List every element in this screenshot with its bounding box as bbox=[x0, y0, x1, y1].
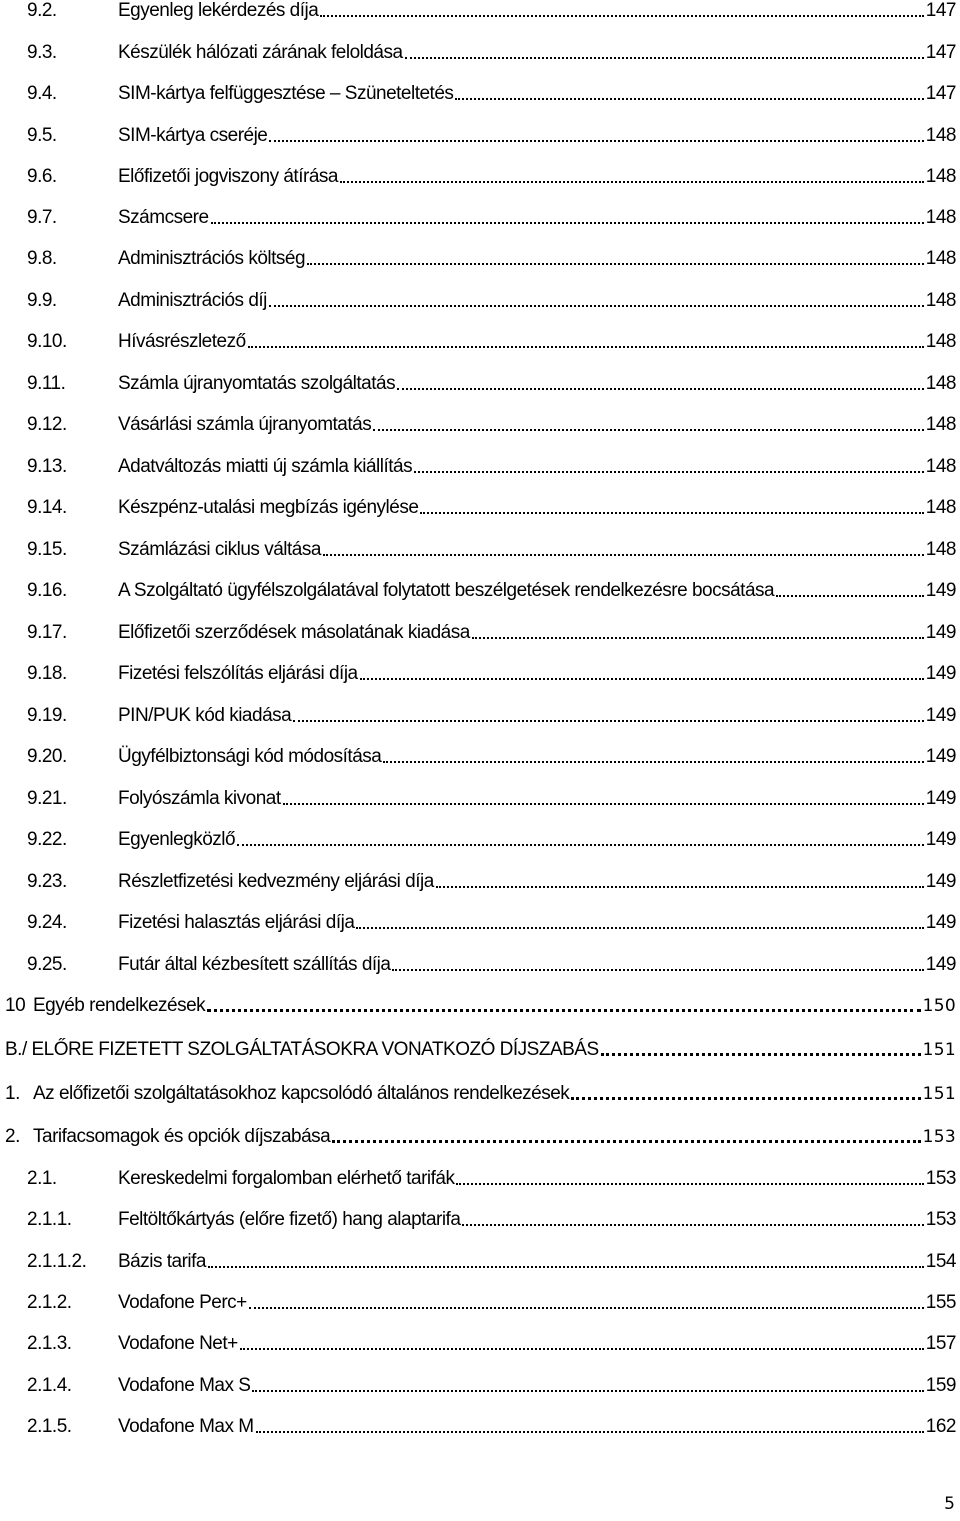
toc-entry-title: A Szolgáltató ügyfélszolgálatával folytatott beszélgetések rendelkezésre bocsátása bbox=[118, 580, 775, 601]
toc-entry[interactable] bbox=[0, 1075, 960, 1105]
toc-entry[interactable] bbox=[0, 1408, 960, 1438]
dot-leader bbox=[456, 1183, 923, 1185]
dot-leader bbox=[397, 388, 924, 390]
toc-entry-title: Előfizetői jogviszony átírása bbox=[118, 166, 338, 187]
dot-leader bbox=[601, 1053, 921, 1056]
toc-entry-page: 149 bbox=[925, 788, 956, 809]
toc-entry-title: Egyenlegközlő bbox=[118, 829, 236, 850]
toc-entry[interactable] bbox=[0, 1160, 960, 1190]
toc-entry-page: 148 bbox=[925, 290, 956, 311]
toc-entry[interactable] bbox=[0, 282, 960, 312]
toc-entry-number: 9.9. bbox=[27, 290, 57, 311]
toc-entry-number: 9.13. bbox=[27, 456, 67, 477]
dot-leader bbox=[455, 98, 923, 100]
toc-entry-page: 147 bbox=[925, 0, 956, 21]
toc-entry-page: 154 bbox=[925, 1251, 956, 1272]
toc-entry-page: 148 bbox=[925, 207, 956, 228]
dot-leader bbox=[776, 595, 924, 597]
toc-entry-title: Számla újranyomtatás szolgáltatás bbox=[118, 373, 396, 394]
dot-leader bbox=[472, 637, 924, 639]
toc-entry-page: 153 bbox=[922, 1127, 956, 1147]
dot-leader bbox=[571, 1097, 920, 1100]
dot-leader bbox=[256, 1431, 924, 1433]
toc-entry-title: SIM-kártya cseréje bbox=[118, 125, 268, 146]
dot-leader bbox=[332, 1140, 920, 1143]
toc-entry[interactable] bbox=[0, 323, 960, 353]
toc-entry-number: 9.18. bbox=[27, 663, 67, 684]
toc-entry[interactable] bbox=[0, 1367, 960, 1397]
dot-leader bbox=[323, 554, 924, 556]
toc-entry-number: 2.1.3. bbox=[27, 1333, 72, 1354]
toc-entry-number: 9.6. bbox=[27, 166, 57, 187]
toc-entry[interactable] bbox=[0, 240, 960, 270]
toc-entry-number: 9.20. bbox=[27, 746, 67, 767]
toc-entry-title: Adminisztrációs költség bbox=[118, 248, 306, 269]
toc-entry-page: 149 bbox=[925, 829, 956, 850]
toc-entry-page: 148 bbox=[925, 497, 956, 518]
toc-entry-page: 153 bbox=[925, 1209, 956, 1230]
dot-leader bbox=[392, 969, 923, 971]
toc-entry-title: SIM-kártya felfüggesztése – Szüneteltetés bbox=[118, 83, 454, 104]
toc-entry-page: 148 bbox=[925, 414, 956, 435]
toc-entry-page: 148 bbox=[925, 456, 956, 477]
toc-entry-number: 9.21. bbox=[27, 788, 67, 809]
toc-entry-page: 148 bbox=[925, 125, 956, 146]
toc-entry[interactable] bbox=[0, 738, 960, 768]
dot-leader bbox=[414, 471, 924, 473]
toc-entry-number: 2.1.2. bbox=[27, 1292, 72, 1313]
toc-entry-page: 149 bbox=[925, 705, 956, 726]
toc-entry-page: 157 bbox=[925, 1333, 956, 1354]
dot-leader bbox=[420, 512, 923, 514]
toc-entry[interactable] bbox=[0, 987, 960, 1017]
dot-leader bbox=[340, 181, 924, 183]
toc-entry-page: 148 bbox=[925, 166, 956, 187]
toc-entry-title: Bázis tarifa bbox=[118, 1251, 206, 1272]
toc-entry-title: Számcsere bbox=[118, 207, 209, 228]
toc-entry-page: 148 bbox=[925, 373, 956, 394]
toc-entry-number: 9.10. bbox=[27, 331, 67, 352]
page-number: 5 bbox=[944, 1494, 955, 1514]
dot-leader bbox=[373, 429, 924, 431]
toc-entry-number: 9.11. bbox=[27, 373, 66, 394]
dot-leader bbox=[356, 927, 923, 929]
toc-entry-number: 9.25. bbox=[27, 954, 67, 975]
dot-leader bbox=[283, 803, 924, 805]
dot-leader bbox=[248, 346, 924, 348]
toc-entry-title: Futár által kézbesített szállítás díja bbox=[118, 954, 391, 975]
dot-leader bbox=[252, 1390, 923, 1392]
toc-entry-title: PIN/PUK kód kiadása bbox=[118, 705, 292, 726]
toc-entry-page: 148 bbox=[925, 248, 956, 269]
toc-entry-title: Egyéb rendelkezések bbox=[33, 995, 206, 1016]
toc-entry[interactable] bbox=[0, 406, 960, 436]
dot-leader bbox=[211, 222, 924, 224]
dot-leader bbox=[269, 140, 923, 142]
toc-entry[interactable] bbox=[0, 448, 960, 478]
toc-entry-number: 9.15. bbox=[27, 539, 67, 560]
toc-entry-number: 2.1.5. bbox=[27, 1416, 72, 1437]
dot-leader bbox=[237, 844, 924, 846]
toc-entry[interactable] bbox=[0, 946, 960, 976]
toc-entry[interactable] bbox=[0, 1118, 960, 1148]
toc-entry[interactable] bbox=[0, 1325, 960, 1355]
toc-entry[interactable] bbox=[0, 34, 960, 64]
toc-entry-page: 148 bbox=[925, 539, 956, 560]
toc-entry-page: 159 bbox=[925, 1375, 956, 1396]
toc-entry-title: Folyószámla kivonat bbox=[118, 788, 281, 809]
toc-entry-number: 9.16. bbox=[27, 580, 67, 601]
toc-entry[interactable] bbox=[0, 1243, 960, 1273]
toc-entry-title: Adatváltozás miatti új számla kiállítás bbox=[118, 456, 413, 477]
toc-entry[interactable] bbox=[0, 489, 960, 519]
dot-leader bbox=[383, 761, 923, 763]
toc-entry[interactable] bbox=[0, 904, 960, 934]
toc-entry-number: 2.1.4. bbox=[27, 1375, 72, 1396]
dot-leader bbox=[320, 15, 923, 17]
toc-entry-title: Vodafone Perc+ bbox=[118, 1292, 247, 1313]
toc-entry-title: Feltöltőkártyás (előre fizető) hang alaptarifa bbox=[118, 1209, 461, 1230]
toc-entry[interactable] bbox=[0, 158, 960, 188]
toc-entry-page: 149 bbox=[925, 954, 956, 975]
toc-entry[interactable] bbox=[0, 531, 960, 561]
toc-entry-page: 148 bbox=[925, 331, 956, 352]
toc-entry-title: B./ ELŐRE FIZETETT SZOLGÁLTATÁSOKRA VONATKOZÓ DÍJSZABÁS bbox=[5, 1039, 599, 1060]
toc-entry-title: Készpénz-utalási megbízás igénylése bbox=[118, 497, 419, 518]
dot-leader bbox=[307, 263, 924, 265]
toc-entry-page: 149 bbox=[925, 622, 956, 643]
toc-entry[interactable] bbox=[0, 1284, 960, 1314]
toc-entry-title: Vásárlási számla újranyomtatás bbox=[118, 414, 372, 435]
toc-entry-title: Számlázási ciklus váltása bbox=[118, 539, 321, 560]
toc-entry-page: 149 bbox=[925, 912, 956, 933]
toc-entry-page: 147 bbox=[925, 83, 956, 104]
toc-entry-number: 9.7. bbox=[27, 207, 57, 228]
dot-leader bbox=[360, 678, 924, 680]
toc-entry-number: 9.24. bbox=[27, 912, 67, 933]
dot-leader bbox=[207, 1009, 920, 1012]
toc-entry-number: 9.5. bbox=[27, 125, 57, 146]
toc-entry[interactable] bbox=[0, 780, 960, 810]
toc-entry-number: 9.8. bbox=[27, 248, 57, 269]
toc-entry-number: 2.1.1. bbox=[27, 1209, 72, 1230]
toc-entry-title: Fizetési felszólítás eljárási díja bbox=[118, 663, 358, 684]
toc-entry-page: 151 bbox=[922, 1084, 956, 1104]
toc-entry-page: 147 bbox=[925, 42, 956, 63]
toc-entry-title: Vodafone Max M bbox=[118, 1416, 254, 1437]
toc-entry-title: Tarifacsomagok és opciók díjszabása bbox=[33, 1126, 331, 1147]
toc-entry-number: 2.1.1.2. bbox=[27, 1251, 87, 1272]
toc-entry[interactable] bbox=[0, 0, 960, 22]
toc-entry-page: 149 bbox=[925, 663, 956, 684]
toc-entry-number: 9.2. bbox=[27, 0, 57, 21]
dot-leader bbox=[436, 886, 924, 888]
toc-entry-number: 1. bbox=[5, 1083, 20, 1104]
toc-entry-number: 9.17. bbox=[27, 622, 67, 643]
dot-leader bbox=[208, 1266, 924, 1268]
toc-entry[interactable] bbox=[0, 365, 960, 395]
toc-entry-number: 2.1. bbox=[27, 1168, 57, 1189]
toc-entry-title: Előfizetői szerződések másolatának kiadása bbox=[118, 622, 470, 643]
toc-entry[interactable] bbox=[0, 1201, 960, 1231]
toc-entry-title: Készülék hálózati zárának feloldása bbox=[118, 42, 403, 63]
toc-entry-number: 9.23. bbox=[27, 871, 67, 892]
toc-entry[interactable] bbox=[0, 199, 960, 229]
toc-entry[interactable] bbox=[0, 614, 960, 644]
toc-entry-title: Egyenleg lekérdezés díja bbox=[118, 0, 319, 21]
toc-entry-page: 150 bbox=[922, 996, 956, 1016]
toc-entry-title: Adminisztrációs díj bbox=[118, 290, 267, 311]
toc-entry-number: 9.14. bbox=[27, 497, 67, 518]
dot-leader bbox=[405, 57, 924, 59]
dot-leader bbox=[249, 1307, 924, 1309]
dot-leader bbox=[240, 1348, 924, 1350]
toc-entry[interactable] bbox=[0, 863, 960, 893]
toc-entry[interactable] bbox=[0, 75, 960, 105]
toc-entry-number: 9.12. bbox=[27, 414, 67, 435]
toc-entry-number: 9.19. bbox=[27, 705, 67, 726]
toc-entry-title: Fizetési halasztás eljárási díja bbox=[118, 912, 355, 933]
toc-entry-page: 151 bbox=[922, 1040, 956, 1060]
toc-entry-number: 2. bbox=[5, 1126, 20, 1147]
toc-entry[interactable] bbox=[0, 821, 960, 851]
toc-entry-number: 10 bbox=[5, 995, 26, 1016]
toc-entry-title: Hívásrészletező bbox=[118, 331, 246, 352]
toc-entry-page: 149 bbox=[925, 871, 956, 892]
toc-entry-page: 149 bbox=[925, 746, 956, 767]
toc-entry[interactable] bbox=[0, 572, 960, 602]
toc-entry-page: 153 bbox=[925, 1168, 956, 1189]
toc-entry-title: Kereskedelmi forgalomban elérhető tarifák bbox=[118, 1168, 455, 1189]
toc-entry-title: Vodafone Net+ bbox=[118, 1333, 238, 1354]
toc-entry-number: 9.4. bbox=[27, 83, 57, 104]
dot-leader bbox=[462, 1224, 923, 1226]
toc-entry-page: 149 bbox=[925, 580, 956, 601]
dot-leader bbox=[269, 305, 924, 307]
dot-leader bbox=[293, 720, 924, 722]
toc-entry[interactable] bbox=[0, 697, 960, 727]
toc-entry-title: Vodafone Max S bbox=[118, 1375, 251, 1396]
toc-entry[interactable] bbox=[0, 655, 960, 685]
toc-entry-title: Részletfizetési kedvezmény eljárási díja bbox=[118, 871, 434, 892]
toc-entry-title: Ügyfélbiztonsági kód módosítása bbox=[118, 746, 382, 767]
toc-entry-number: 9.22. bbox=[27, 829, 67, 850]
toc-entry-page: 162 bbox=[925, 1416, 956, 1437]
toc-entry[interactable] bbox=[0, 117, 960, 147]
toc-entry-page: 155 bbox=[925, 1292, 956, 1313]
toc-entry-number: 9.3. bbox=[27, 42, 57, 63]
toc-entry-title: Az előfizetői szolgáltatásokhoz kapcsolódó általános rendelkezések bbox=[33, 1083, 570, 1104]
toc-entry[interactable] bbox=[0, 1031, 960, 1061]
